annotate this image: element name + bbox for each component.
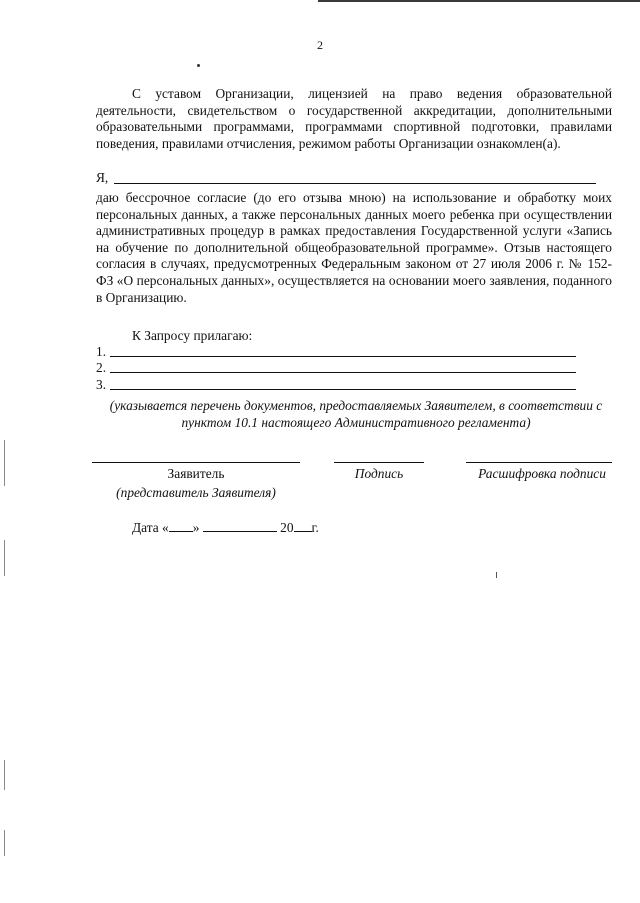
ya-label: Я, — [96, 170, 109, 185]
date-year-prefix: 20 — [280, 520, 294, 535]
date-year-suffix: г. — [311, 520, 319, 535]
page-number: 2 — [317, 38, 323, 52]
consent-paragraph: даю бессрочное согласие (до его отзыва мною) на использование и обработку моих персональных данных, а также персональных данных моего ребенка при осуществлении административных процедур в рамках предоставления Государственной услуги «Запись на обучение по дополнительной общеобразовательной программе». Отзыв настоящего согласия в случаях, предусмотренных Федеральным законом от 27 июля 2006 г. № 152-ФЗ «О персональных данных», осуществляется на основании моего заявления, поданного в Организацию. — [96, 190, 612, 305]
signature-decoding-field[interactable] — [466, 462, 612, 463]
signature-label: Подпись — [354, 466, 404, 481]
scan-edge-mark — [4, 540, 5, 576]
acknowledgement-paragraph: С уставом Организации, лицензией на право ведения образовательной деятельности, свидетельством о государственной аккредитации, дополнительными образовательными программами, программами спортивной подготовки, правилами поведения, правилами отчисления, режимом работы Организации ознакомлен(а). — [96, 86, 612, 151]
applicant-name-row — [96, 170, 612, 188]
attachments-note: (указывается перечень документов, предоставляемых Заявителем, в соответствии с пунктом 10.1 настоящего Административного регламента) — [109, 398, 603, 430]
applicant-label: Заявитель — [167, 466, 225, 481]
applicant-rep-label: (представитель Заявителя) — [116, 485, 276, 500]
attachment-number: 1. — [96, 344, 107, 359]
date-day-field[interactable] — [169, 519, 193, 532]
applicant-field[interactable] — [92, 462, 300, 463]
applicant-name-field[interactable] — [114, 183, 596, 184]
scan-speck — [496, 572, 497, 578]
date-year-field[interactable] — [294, 519, 312, 532]
scan-edge-mark — [4, 760, 5, 790]
attachment-row — [96, 360, 576, 376]
attachment-field[interactable] — [110, 372, 576, 373]
attachment-row — [96, 344, 576, 360]
signature-field[interactable] — [334, 462, 424, 463]
attachment-number: 2. — [96, 360, 107, 375]
date-row — [132, 519, 319, 536]
attachment-number: 3. — [96, 377, 107, 392]
scan-edge-mark — [4, 440, 5, 486]
attachment-row — [96, 377, 576, 393]
scan-edge-mark — [318, 0, 640, 2]
date-label: Дата « — [132, 520, 169, 535]
signature-decoding-label: Расшифровка подписи — [478, 466, 606, 481]
date-month-field[interactable] — [203, 519, 277, 532]
scan-speck — [197, 64, 200, 67]
scan-edge-mark — [4, 830, 5, 856]
date-close-quote: » — [192, 520, 200, 535]
attachments-title: К Запросу прилагаю: — [132, 328, 253, 343]
attachment-field[interactable] — [110, 356, 576, 357]
attachment-field[interactable] — [110, 389, 576, 390]
